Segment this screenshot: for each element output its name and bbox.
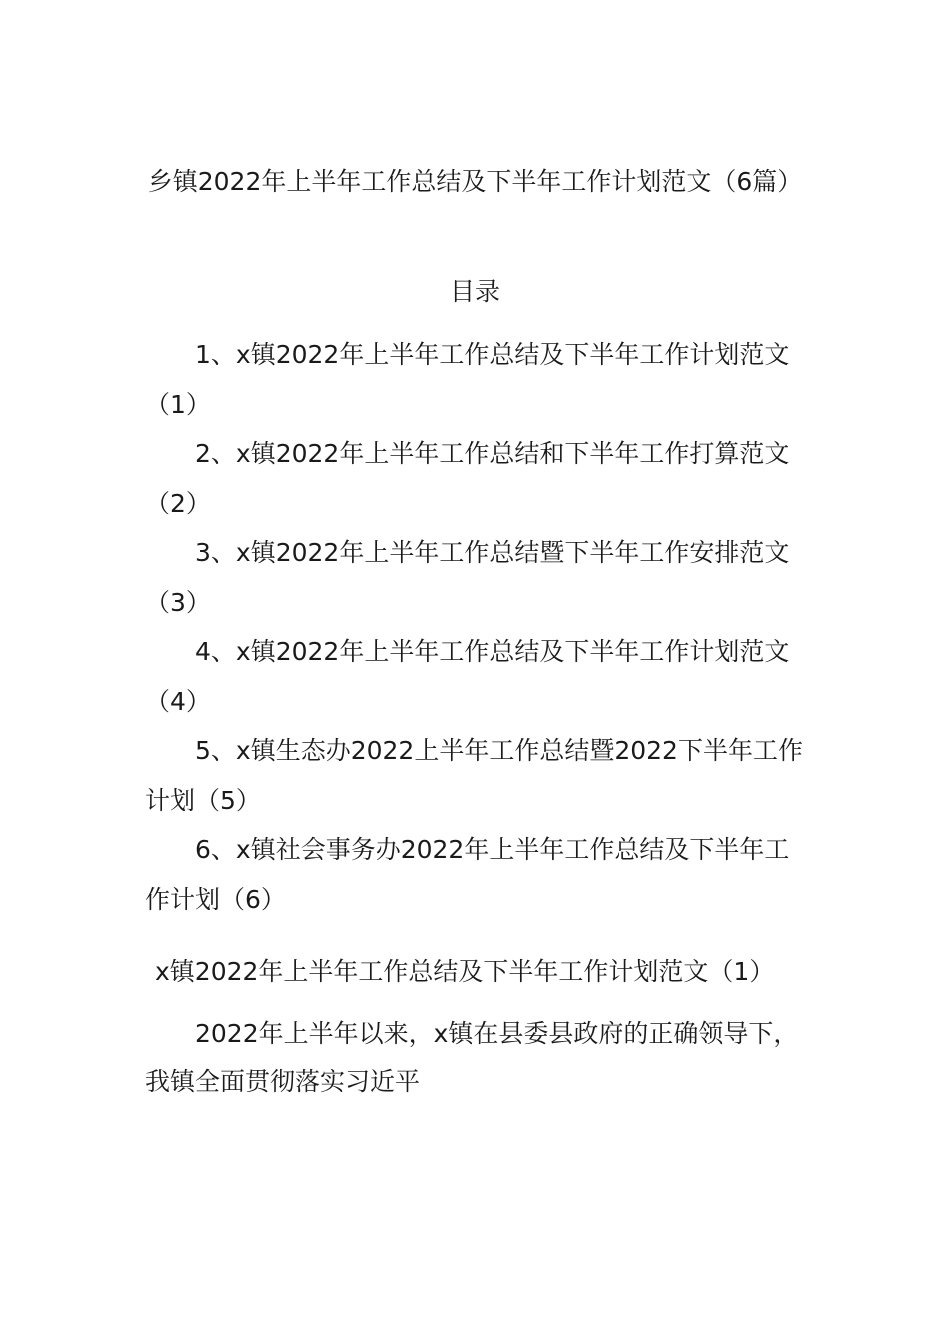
- toc-item-2: 2、x镇2022年上半年工作总结和下半年工作打算范文（2）: [145, 439, 790, 518]
- toc-item-5: 5、x镇生态办2022上半年工作总结暨2022下半年工作计划（5）: [145, 736, 803, 815]
- body-paragraph: 2022年上半年以来，x镇在县委县政府的正确领导下，我镇全面贯彻落实习近平: [145, 1019, 799, 1096]
- toc-item-3: 3、x镇2022年上半年工作总结暨下半年工作安排范文（3）: [145, 538, 790, 617]
- section-title: x镇2022年上半年工作总结及下半年工作计划范文（1）: [155, 957, 775, 986]
- toc-item-1: 1、x镇2022年上半年工作总结及下半年工作计划范文（1）: [145, 340, 790, 419]
- toc-item-6: 6、x镇社会事务办2022年上半年工作总结及下半年工作计划（6）: [145, 835, 790, 914]
- document-title: 乡镇2022年上半年工作总结及下半年工作计划范文（6篇）: [147, 167, 803, 196]
- table-of-contents: [145, 330, 805, 924]
- toc-item-4: 4、x镇2022年上半年工作总结及下半年工作计划范文（4）: [145, 637, 790, 716]
- toc-heading: 目录: [449, 277, 500, 306]
